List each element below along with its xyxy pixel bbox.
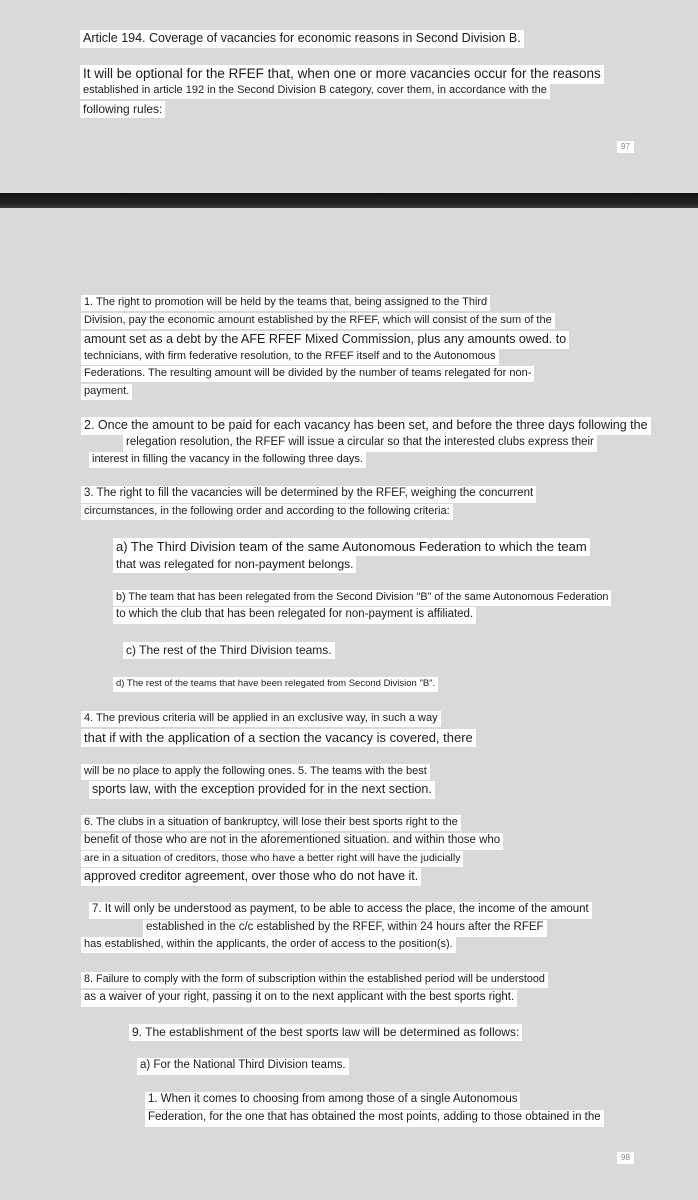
rule-1-line: Federations. The resulting amount will be divided by the number of teams relegated for non- <box>81 366 534 382</box>
intro-line: following rules: <box>80 101 165 118</box>
rule-5-line: sports law, with the exception provided for in the next section. <box>89 781 435 799</box>
page-break-divider <box>0 193 698 208</box>
rule-7-line: has established, within the applicants, the order of access to the position(s). <box>81 937 456 953</box>
rule-4-line: that if with the application of a section the vacancy is covered, there <box>81 729 476 747</box>
rule-1-line: amount set as a debt by the AFE RFEF Mixed Commission, plus any amounts owed. to <box>81 331 569 349</box>
criterion-a-line: a) The Third Division team of the same Autonomous Federation to which the team <box>113 538 590 556</box>
rule-1-line: technicians, with firm federative resolution, to the RFEF itself and to the Autonomous <box>81 349 499 365</box>
rule-7-line: established in the c/c established by the RFEF, within 24 hours after the RFEF <box>143 920 547 937</box>
rule-8-line: as a waiver of your right, passing it on to the next applicant with the best sports right. <box>81 990 517 1007</box>
rule-2-line: relegation resolution, the RFEF will issue a circular so that the interested clubs express their <box>123 435 597 452</box>
rule-7-line: 7. It will only be understood as payment, to be able to access the place, the income of the amount <box>89 902 592 919</box>
rule-9-line: 9. The establishment of the best sports law will be determined as follows: <box>129 1024 522 1041</box>
rule-1-line: 1. The right to promotion will be held by the teams that, being assigned to the Third <box>81 295 490 311</box>
rule-1-line: Division, pay the economic amount established by the RFEF, which will consist of the sum of the <box>81 313 555 329</box>
document-page-97 <box>0 0 698 193</box>
rule-8-line: 8. Failure to comply with the form of subscription within the established period will be understood <box>81 972 548 988</box>
criterion-c-line: c) The rest of the Third Division teams. <box>123 642 335 659</box>
rule-6-line: benefit of those who are not in the aforementioned situation. and within those who <box>81 833 503 850</box>
rule-5-line: will be no place to apply the following ones. 5. The teams with the best <box>81 764 430 780</box>
criterion-a-line: that was relegated for non-payment belongs. <box>113 556 356 573</box>
rule-9a1-line: Federation, for the one that has obtained the most points, adding to those obtained in the <box>145 1110 604 1127</box>
intro-line: established in article 192 in the Second Division B category, cover them, in accordance with the <box>80 83 550 99</box>
rule-2-line: interest in filling the vacancy in the following three days. <box>89 452 366 468</box>
rule-6-line: 6. The clubs in a situation of bankruptcy, will lose their best sports right to the <box>81 815 461 831</box>
rule-3-line: circumstances, in the following order and according to the following criteria: <box>81 504 453 520</box>
criterion-b-line: b) The team that has been relegated from the Second Division "B" of the same Autonomous Federation <box>113 590 611 606</box>
page-number: 98 <box>617 1152 634 1164</box>
rule-9a1-line: 1. When it comes to choosing from among those of a single Autonomous <box>145 1092 520 1109</box>
rule-9a-line: a) For the National Third Division teams. <box>137 1058 349 1075</box>
intro-line: It will be optional for the RFEF that, when one or more vacancies occur for the reasons <box>80 65 604 84</box>
rule-1-line: payment. <box>81 384 132 400</box>
rule-6-line: are in a situation of creditors, those who have a better right will have the judicially <box>81 851 463 867</box>
rule-4-line: 4. The previous criteria will be applied in an exclusive way, in such a way <box>81 711 441 727</box>
rule-6-line: approved creditor agreement, over those who do not have it. <box>81 868 421 886</box>
rule-3-line: 3. The right to fill the vacancies will be determined by the RFEF, weighing the concurrent <box>81 486 536 503</box>
criterion-d-line: d) The rest of the teams that have been relegated from Second Division "B". <box>113 677 438 692</box>
article-title: Article 194. Coverage of vacancies for economic reasons in Second Division B. <box>80 30 524 48</box>
criterion-b-line: to which the club that has been relegated for non-payment is affiliated. <box>113 607 476 624</box>
rule-2-line: 2. Once the amount to be paid for each vacancy has been set, and before the three days following the <box>81 417 651 435</box>
page-number: 97 <box>617 141 634 153</box>
